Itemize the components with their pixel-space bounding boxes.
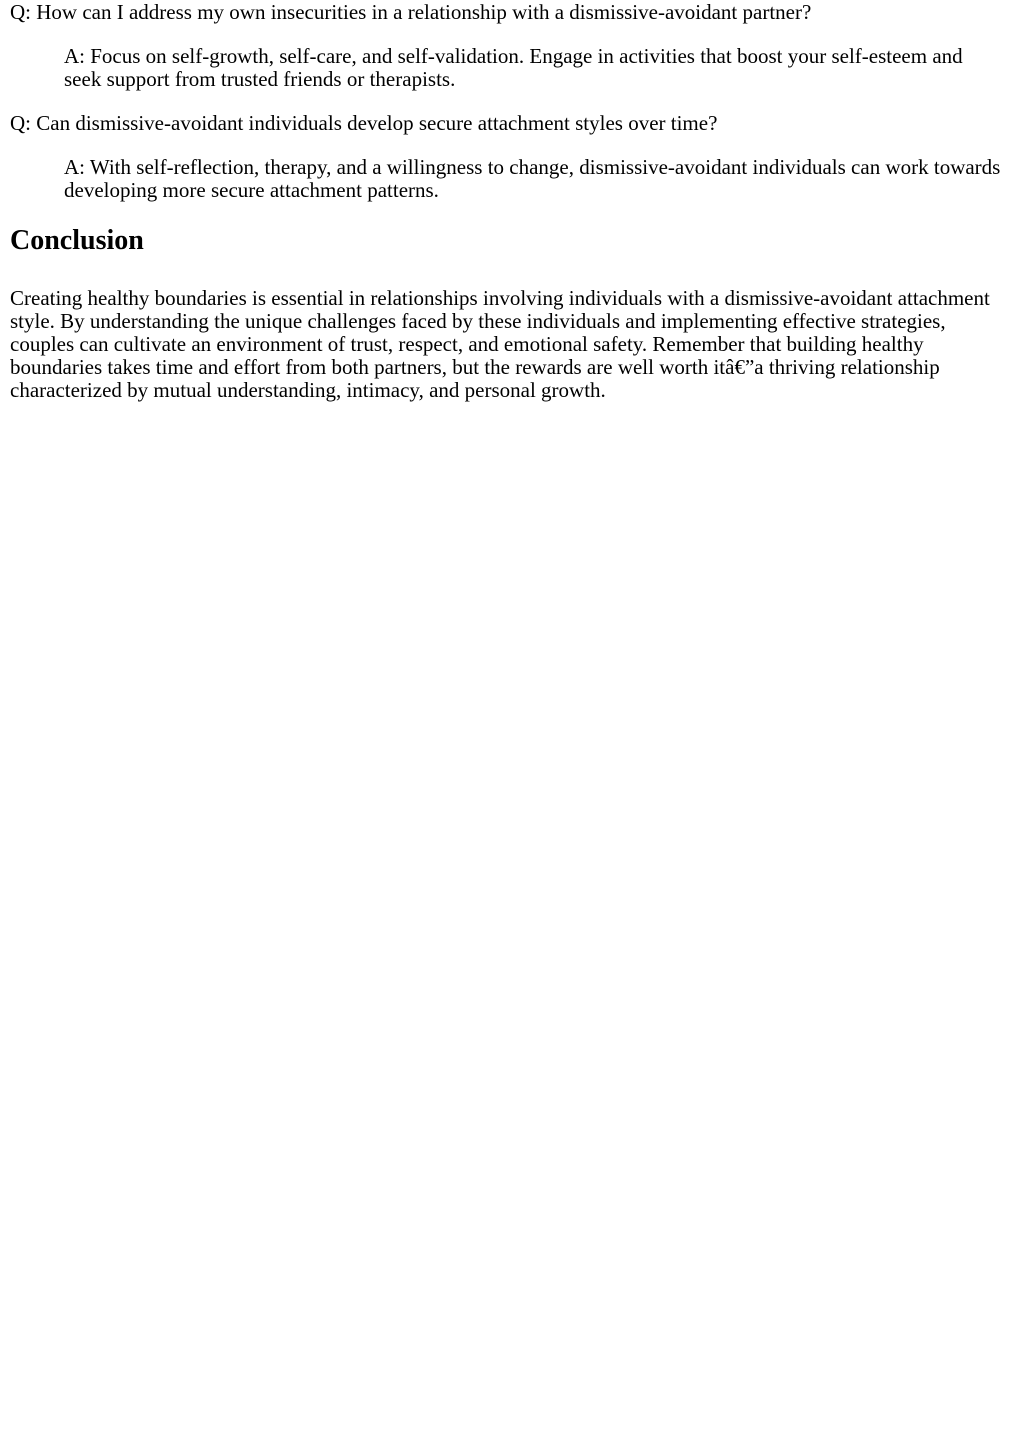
conclusion-heading: Conclusion [10, 225, 144, 256]
question-2: Q: Can dismissive-avoidant individuals develop secure attachment styles over time? [10, 111, 718, 135]
question-1: Q: How can I address my own insecurities in a relationship with a dismissive-avoidant partner? [10, 0, 812, 24]
answer-1: A: Focus on self-growth, self-care, and self-validation. Engage in activities that boost your self-esteem and seek support from trusted friends or therapists. [64, 44, 963, 91]
answer-2: A: With self-reflection, therapy, and a willingness to change, dismissive-avoidant individuals can work towards developing more secure attachment patterns. [64, 155, 1001, 202]
conclusion-paragraph: Creating healthy boundaries is essential in relationships involving individuals with a dismissive-avoidant attachment style. By understanding the unique challenges faced by these individuals and implementing effective strategies, couples can cultivate an environment of trust, respect, and emotional safety. Remember that building healthy boundaries takes time and effort from both partners, but the rewards are well worth itâ€”a thriving relationship characterized by mutual understanding, intimacy, and personal growth. [10, 286, 990, 402]
document-page [10, 1, 1004, 402]
